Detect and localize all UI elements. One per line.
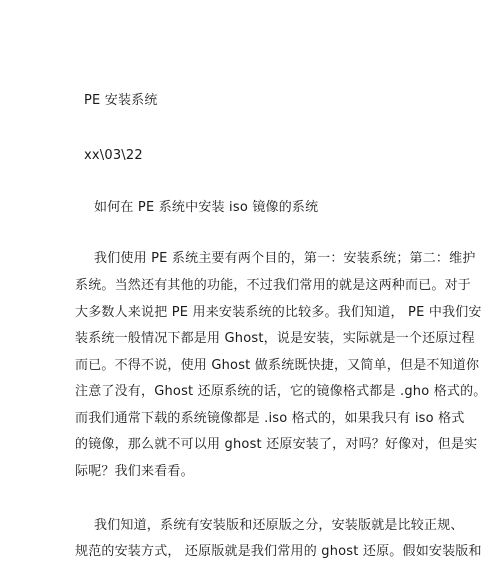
paragraph-line: 我们知道，系统有安装版和还原版之分，安装版就是比较正规、 <box>94 518 464 533</box>
paragraph-line: 大多数人来说把 PE 用来安装系统的比较多。我们知道， PE 中我们安 <box>75 305 482 320</box>
paragraph-line: 系统。当然还有其他的功能，不过我们常用的就是这两种而已。对于 <box>75 278 472 293</box>
document-subtitle: 如何在 PE 系统中安装 iso 镜像的系统 <box>94 200 319 215</box>
paragraph-line: 装系统一般情况下都是用 Ghost，说是安装，实际就是一个还原过程 <box>75 331 475 346</box>
paragraph-line: 际呢？我们来看看。 <box>75 464 194 479</box>
document-date: xx\03\22 <box>84 148 143 163</box>
paragraph-line: 我们使用 PE 系统主要有两个目的，第一：安装系统；第二：维护 <box>94 251 476 266</box>
paragraph-line: 而已。不得不说，使用 Ghost 做系统既快捷，又简单，但是不知道你 <box>75 358 480 373</box>
paragraph-line: 而我们通常下载的系统镜像都是 .iso 格式的，如果我只有 iso 格式 <box>75 411 465 426</box>
paragraph-line: 注意了没有，Ghost 还原系统的话，它的镜像格式都是 .gho 格式的。 <box>75 384 487 399</box>
paragraph-line: 规范的安装方式， 还原版就是我们常用的 ghost 还原。假如安装版和 <box>75 544 482 559</box>
document-title: PE 安装系统 <box>84 93 158 108</box>
paragraph-line: 的镜像，那么就不可以用 ghost 还原安装了，对吗？好像对，但是实 <box>75 437 478 452</box>
